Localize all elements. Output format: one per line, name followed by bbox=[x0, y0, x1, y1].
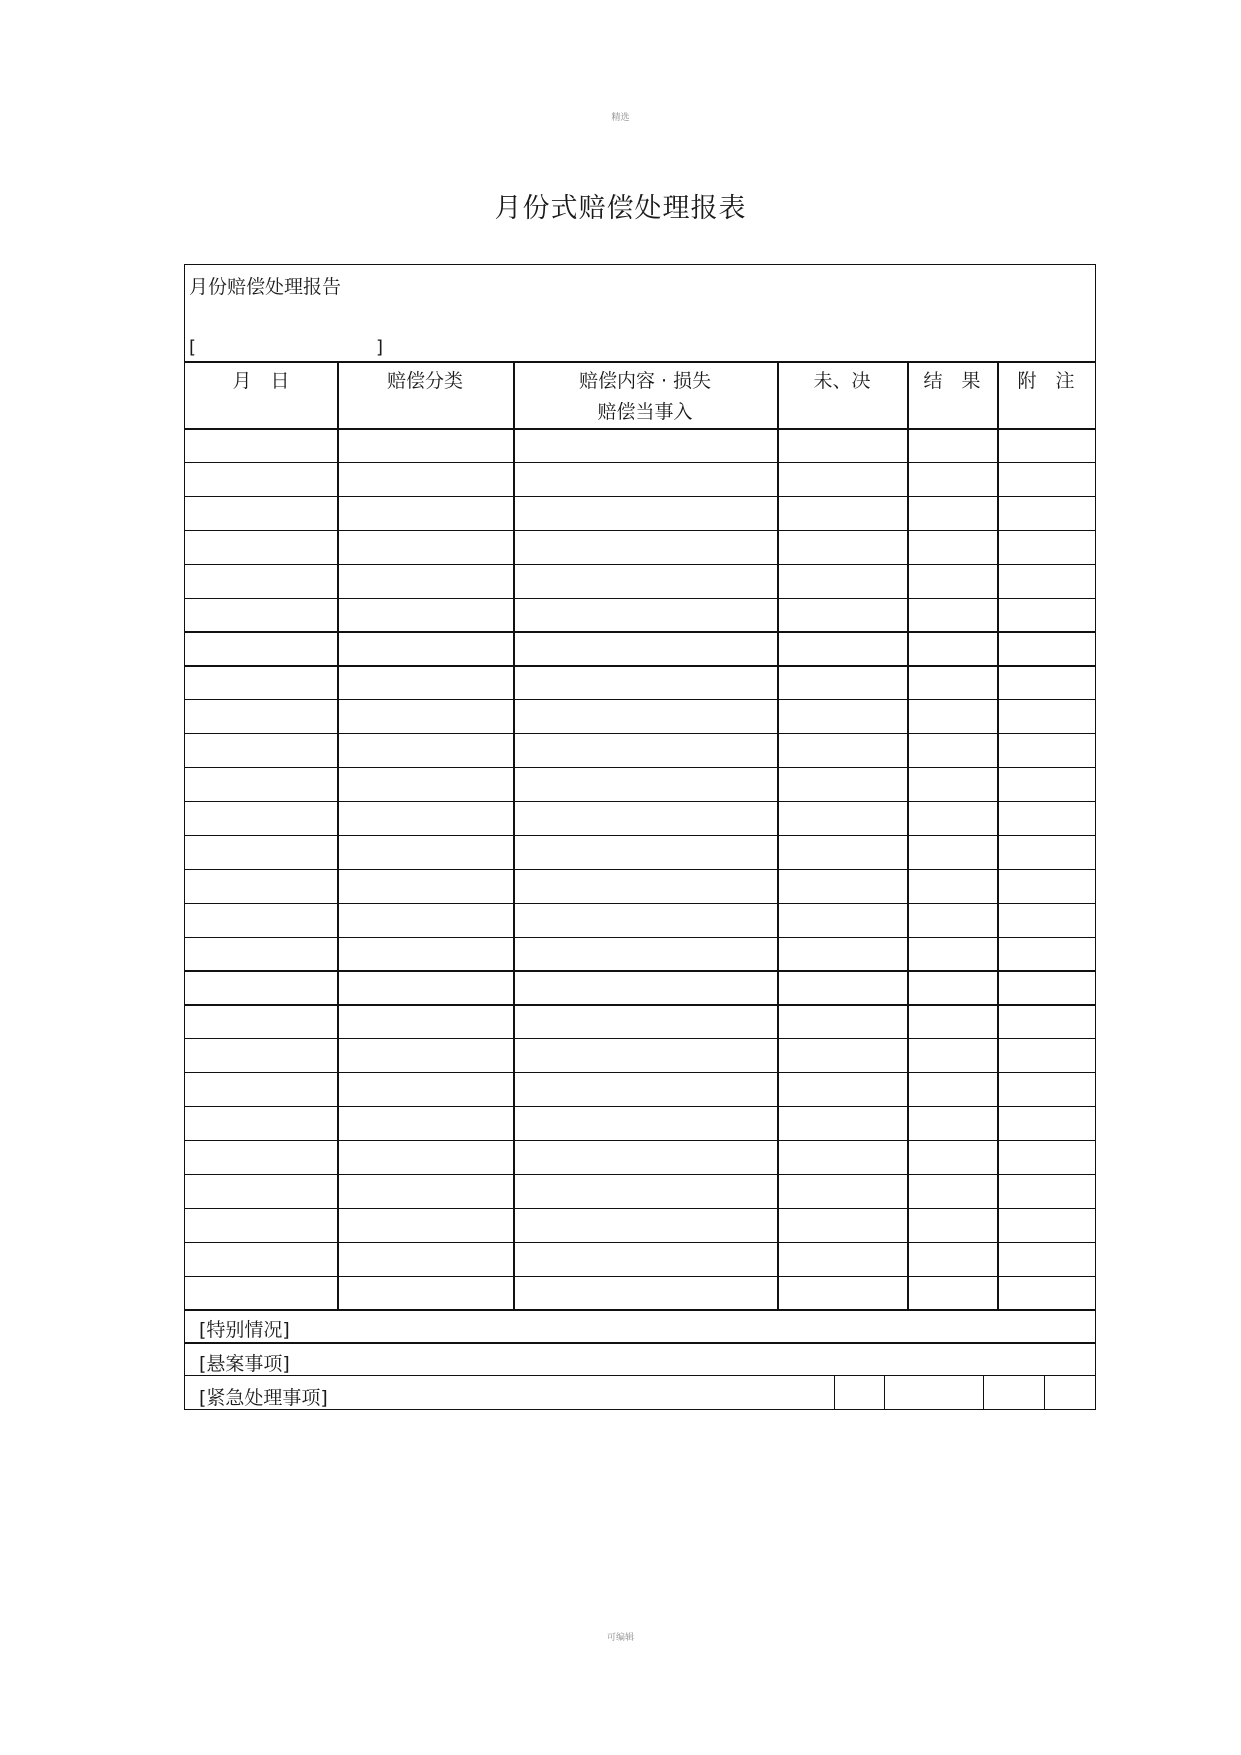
note-divider bbox=[185, 1375, 1095, 1376]
col-header-party: 赔偿当事入 bbox=[597, 401, 693, 423]
row-divider bbox=[185, 733, 1095, 734]
column-divider bbox=[513, 361, 515, 1309]
note-box-divider bbox=[1044, 1375, 1045, 1409]
note-box-divider bbox=[834, 1375, 835, 1409]
row-divider bbox=[185, 564, 1095, 565]
row-divider bbox=[185, 767, 1095, 768]
pending-cases-label: [悬案事项] bbox=[199, 1353, 290, 1375]
row-divider bbox=[185, 631, 1095, 632]
col-header-result: 结 果 bbox=[923, 370, 981, 392]
row-divider bbox=[185, 903, 1095, 904]
column-divider bbox=[997, 361, 999, 1309]
urgent-items-label: [紧急处理事项] bbox=[199, 1387, 328, 1409]
row-divider bbox=[185, 1038, 1095, 1039]
col-header-content: 赔偿内容 · 损失 bbox=[578, 370, 712, 392]
row-divider bbox=[185, 1309, 1095, 1310]
bracket-close: ] bbox=[376, 337, 384, 358]
row-divider bbox=[185, 530, 1095, 531]
header-mark: 精选 bbox=[611, 113, 630, 123]
footer-mark: 可编辑 bbox=[606, 1633, 634, 1643]
column-divider bbox=[337, 361, 339, 1309]
row-divider bbox=[185, 970, 1095, 971]
col-header-category: 赔偿分类 bbox=[386, 370, 463, 392]
row-divider bbox=[185, 835, 1095, 836]
row-divider bbox=[185, 1174, 1095, 1175]
row-divider bbox=[185, 462, 1095, 463]
section-divider bbox=[185, 361, 1095, 363]
row-divider bbox=[185, 869, 1095, 870]
col-header-date: 月 日 bbox=[232, 370, 290, 392]
row-divider bbox=[185, 1208, 1095, 1209]
row-divider bbox=[185, 1004, 1095, 1005]
report-label: 月份赔偿处理报告 bbox=[189, 276, 342, 298]
claims-report-form bbox=[184, 264, 1096, 1410]
note-box-divider bbox=[884, 1375, 885, 1409]
header-divider bbox=[185, 428, 1095, 430]
col-header-remarks: 附 注 bbox=[1017, 370, 1075, 392]
page-title: 月份式赔偿处理报表 bbox=[494, 193, 747, 224]
row-divider bbox=[185, 1276, 1095, 1277]
note-divider bbox=[185, 1342, 1095, 1343]
row-divider bbox=[185, 665, 1095, 666]
bracket-open: [ bbox=[189, 337, 197, 358]
note-box-divider bbox=[983, 1375, 984, 1409]
row-divider bbox=[185, 937, 1095, 938]
row-divider bbox=[185, 801, 1095, 802]
row-divider bbox=[185, 598, 1095, 599]
col-header-pending: 未、决 bbox=[813, 370, 871, 392]
row-divider bbox=[185, 496, 1095, 497]
column-divider bbox=[907, 361, 909, 1309]
column-divider bbox=[777, 361, 779, 1309]
row-divider bbox=[185, 1242, 1095, 1243]
row-divider bbox=[185, 1072, 1095, 1073]
row-divider bbox=[185, 1106, 1095, 1107]
special-notes-label: [特别情况] bbox=[199, 1319, 290, 1341]
row-divider bbox=[185, 699, 1095, 700]
row-divider bbox=[185, 1140, 1095, 1141]
